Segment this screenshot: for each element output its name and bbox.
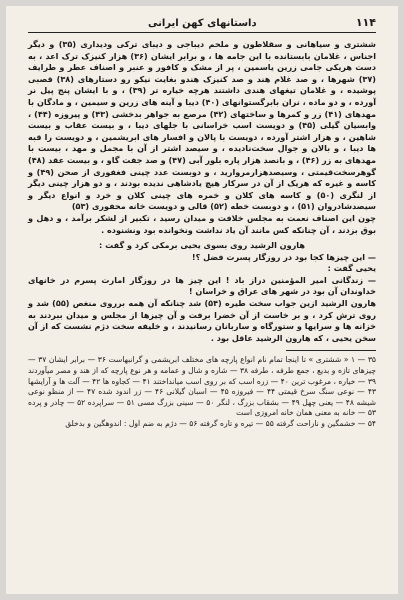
footnote-block: ۳۵ — ۱ « ششتری » تا اینجا تمام نام انواع پارچه های مختلف ابریشمی و گرانبهاست ۳۶ — برابر ایشان ۳۷ — چیزهای تازه و بدیع ، جمع طرفه ، طرفه ۳۸ — شاره و شال و عمامه و هر نوع پارچه که از هند و مصر میآوردند ۳۹ — خیاره ، مرغوب ترین ۴۰ — زره اسب که بر روی اسب میانداختند ۴۱ — کجاوه ها ۴۲ — آلت ها و آرایشها ۴۳ — نوعی سنگ سرخ قیمتی ۴۴ — فیروزه ۴۵ — اسبان گیلانی ۴۶ — زر اندود شده ۴۷ — از منظو نوعی شیشه ۴۸ — یعنی چهل ۴۹ — بشقاب بزرگ ، لنگر ۵۰ — سینی بزرگ مسی ۵۱ — سراپرده ۵۲ — چادر و پرده ۵۳ — خانه به معنی همان خانه امروزی است xyxy=(28,355,376,418)
body-paragraph: چون این اصناف نعمت به مجلس خلافت و میدان رسید ، تکبیر از لشکر برآمد ، و دهل و بوق بزدند ، آن چنانکه کس مانند آن یاد نداشت ونخوانده بود ونشنوده . xyxy=(28,212,376,235)
dialog-line: — زندگانی امیر المؤمنین دراز باد ! این چیز ها در روزگار امارت پسرم در خانهای خداوندان آن بود در شهر های عراق و خراسان ! xyxy=(28,274,376,297)
page-header xyxy=(28,16,376,33)
dialog-line: هارون الرشید ازین جواب سخت طیره (۵۴) شد چنانکه آن همه برروی منغص (۵۵) شد و روی ترش کرد ، و بر خاست از آن خضرا برفت و آن چیزها از مجلس و میدان ببردند به خزانه ها و سرایها و ستورگاه و ساربانان رسانیدند ، و خلیفه سخت دژم نشست که از آن سخن یحیی ، که هارون الرشید عاقل بود . xyxy=(28,298,376,343)
body-paragraph: ششتری و سیاهانی و سقلاطون و ملحم دیباجی و دیبای ترکی ودیداری (۳۵) و دیگر اجناس ، غلامان بابستانده با این جامه ها ، و برابر ایشان (۳۶) هزار کنیزک ترک اعد ، به دست هریکی جامی زرین یاسمین ، پر از مشک و کافور و عنبر و اصناف عطر و طرایف (۳۷) شهرها ، و صد غلام هند و صد کنیزک هندو بغایت نیکو رو دستارهای (۳۸) قصبی پوشیده ، و غلامان تیغهای هندی داشتند هرچه خیاره تر (۳۹) ، و با ایشان پنج پیل نر آورده ، و دو ماده ، نران بابرگستوانهای (۴۰) دیبا و آینه های زرین و سیمین ، و مادگان با مهدهای (۴۱) زر و کمرها و ساختهای (۴۲) مرصع به جواهر بدخشی (۴۳) و پیروزه (۴۴) ، وابسیان گیلی (۴۵) و دویست اسب خراسانی با جلهای دیبا ، و بیست عقاب و بیست شاهین ، و هزار اشتر آورده ، دویست با پالان و افسار های ابریشمین ، و دویست را قبه ها دیبا ، و بالان و جوال سخت‌نادیده ، و سیصد اشتر از آن با مجمل و مهد ، بیست با مهدهای به زر (۴۶) ، و بانصد هزار پاره بلور آبی (۴۷) و صد جفت گاو ، و بیست عقد (۴۸) گوهرسخت‌قیمتی ، وسیصدهزارمروارید ، و دوبست عدد چینی فغفوری از صحن (۴۹) و کاسه و غیره که هریک از آن در سرکار هیچ یادشاهی ندیده بودند ، و دو هزار چینی دیگر از لنگری (۵۰) و کاسه های کلان و خمره های چینی کلان و خرد و انواع دیگر و سیصدشادروان (۵۱) ، و دوبست خطه (۵۲) قالی و دویست خانه محفوری (۵۳) xyxy=(28,39,377,212)
dialog-line: یحیی گفت : xyxy=(327,263,376,274)
main-text xyxy=(28,39,376,236)
book-page xyxy=(6,6,398,594)
footnote-divider xyxy=(286,350,376,351)
dialog-line: — این چیزها کجا بود در روزگار پسرت فضل ؟! xyxy=(191,251,376,262)
page-number: ۱۱۴ xyxy=(355,16,376,29)
footnotes xyxy=(28,355,376,429)
running-title: داستانهای کهن ایرانی xyxy=(148,18,257,29)
footnote-block: ۵۴ — خشمگین و ناراحت گرفته ۵۵ — تیره و تاره گرفته ۵۶ — دژم به ضم اول : اندوهگین و بدخلق xyxy=(65,419,376,428)
dialog-line: هارون الرشید روی بسوی یحیی برمکی کرد و گفت : xyxy=(99,240,305,251)
dialog-section xyxy=(28,240,376,344)
